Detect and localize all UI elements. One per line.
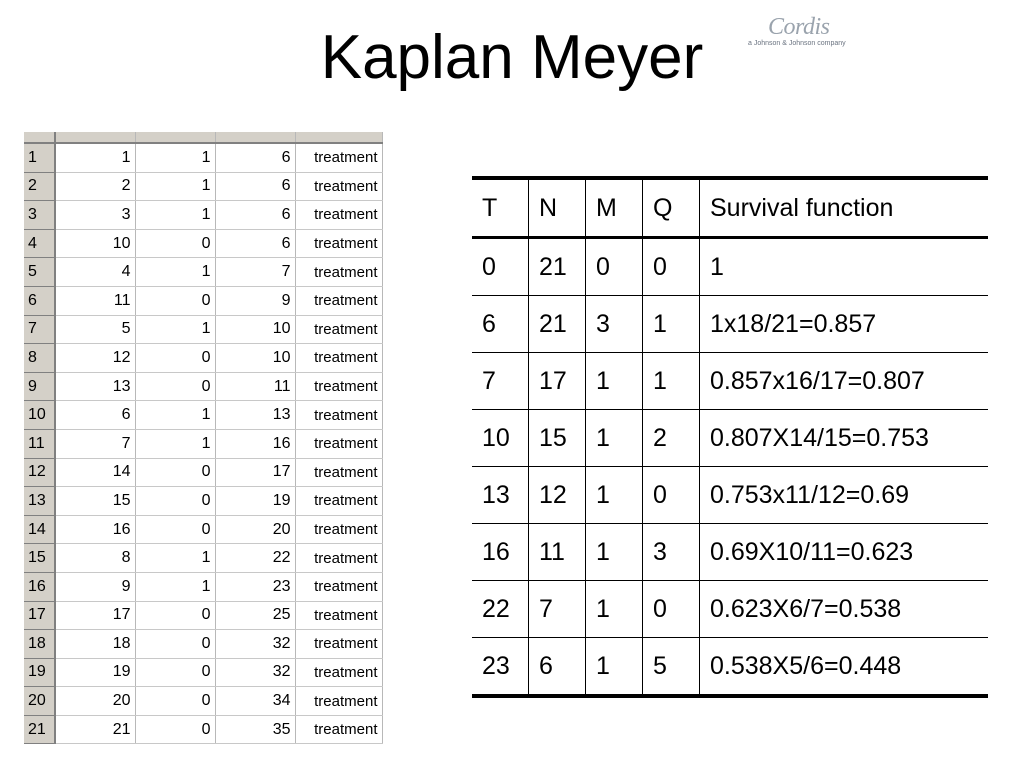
logo-brand: Cordis (768, 14, 830, 40)
km-cell: 0 (472, 238, 529, 296)
cell[interactable]: 6 (55, 401, 135, 430)
row-number[interactable]: 17 (24, 601, 55, 630)
cordis-logo (748, 14, 848, 54)
cell[interactable]: 12 (55, 344, 135, 373)
cell[interactable]: 0 (135, 630, 215, 659)
km-row (472, 467, 988, 524)
cell[interactable]: 0 (135, 372, 215, 401)
km-cell: 0 (586, 238, 643, 296)
cell[interactable]: treatment (295, 229, 382, 258)
row-number[interactable]: 16 (24, 572, 55, 601)
row-number[interactable]: 15 (24, 544, 55, 573)
spreadsheet-row (24, 515, 382, 544)
cell[interactable]: 23 (215, 572, 295, 601)
cell[interactable]: treatment (295, 487, 382, 516)
spreadsheet-row (24, 372, 382, 401)
km-cell: 0.69X10/11=0.623 (700, 524, 989, 581)
spreadsheet-row (24, 715, 382, 744)
km-cell: 1 (586, 353, 643, 410)
km-cell: 21 (529, 238, 586, 296)
km-cell: 6 (529, 638, 586, 697)
row-number[interactable]: 13 (24, 487, 55, 516)
cell[interactable]: 0 (135, 229, 215, 258)
cell[interactable]: 16 (55, 515, 135, 544)
row-number[interactable]: 10 (24, 401, 55, 430)
km-cell: 16 (472, 524, 529, 581)
row-number[interactable]: 5 (24, 258, 55, 287)
cell[interactable]: 3 (55, 201, 135, 230)
row-number[interactable]: 19 (24, 658, 55, 687)
cell[interactable]: treatment (295, 372, 382, 401)
cell[interactable]: treatment (295, 630, 382, 659)
cell[interactable]: 6 (215, 229, 295, 258)
km-cell: 7 (472, 353, 529, 410)
km-cell: 13 (472, 467, 529, 524)
cell[interactable]: 1 (135, 143, 215, 172)
header-t: T (472, 178, 529, 238)
spreadsheet-body (24, 132, 382, 744)
cell[interactable]: 25 (215, 601, 295, 630)
cell[interactable]: 15 (55, 487, 135, 516)
cell[interactable]: 10 (55, 229, 135, 258)
cell[interactable]: treatment (295, 572, 382, 601)
spreadsheet-row (24, 487, 382, 516)
cell[interactable]: treatment (295, 658, 382, 687)
spreadsheet-row (24, 401, 382, 430)
row-number[interactable]: 4 (24, 229, 55, 258)
cell[interactable]: treatment (295, 544, 382, 573)
km-cell: 7 (529, 581, 586, 638)
km-cell: 3 (643, 524, 700, 581)
cell[interactable]: treatment (295, 715, 382, 744)
km-cell: 1x18/21=0.857 (700, 296, 989, 353)
cell[interactable]: 2 (55, 172, 135, 201)
cell[interactable]: treatment (295, 515, 382, 544)
cell[interactable]: 34 (215, 687, 295, 716)
km-row (472, 410, 988, 467)
row-number[interactable]: 7 (24, 315, 55, 344)
km-header-row (472, 178, 988, 238)
cell[interactable]: 0 (135, 687, 215, 716)
cell[interactable]: 0 (135, 715, 215, 744)
km-row (472, 296, 988, 353)
row-number[interactable]: 11 (24, 429, 55, 458)
cell[interactable]: 1 (135, 401, 215, 430)
slide-title: Kaplan Meyer (320, 23, 704, 92)
cell[interactable]: treatment (295, 143, 382, 172)
km-cell: 12 (529, 467, 586, 524)
km-cell: 1 (643, 353, 700, 410)
header-q: Q (643, 178, 700, 238)
cell[interactable]: 16 (215, 429, 295, 458)
cell[interactable]: treatment (295, 258, 382, 287)
spreadsheet-row (24, 687, 382, 716)
cell[interactable]: 7 (55, 429, 135, 458)
spreadsheet-row (24, 286, 382, 315)
km-row (472, 238, 988, 296)
corner-cell[interactable] (24, 132, 55, 143)
km-cell: 21 (529, 296, 586, 353)
row-number[interactable]: 18 (24, 630, 55, 659)
cell[interactable]: 0 (135, 487, 215, 516)
km-row (472, 353, 988, 410)
cell[interactable]: 6 (215, 201, 295, 230)
cell[interactable]: 14 (55, 458, 135, 487)
row-number[interactable]: 8 (24, 344, 55, 373)
row-number[interactable]: 21 (24, 715, 55, 744)
row-number[interactable]: 6 (24, 286, 55, 315)
cell[interactable]: 11 (215, 372, 295, 401)
km-cell: 0.538X5/6=0.448 (700, 638, 989, 697)
cell[interactable]: 9 (55, 572, 135, 601)
column-header[interactable] (135, 132, 215, 143)
spreadsheet-row (24, 658, 382, 687)
cell[interactable]: 0 (135, 344, 215, 373)
cell[interactable]: 1 (55, 143, 135, 172)
cell[interactable]: 9 (215, 286, 295, 315)
cell[interactable]: 20 (55, 687, 135, 716)
cell[interactable]: 10 (215, 344, 295, 373)
spreadsheet-row (24, 344, 382, 373)
spreadsheet-row (24, 172, 382, 201)
cell[interactable]: treatment (295, 401, 382, 430)
cell[interactable]: 0 (135, 601, 215, 630)
cell[interactable]: treatment (295, 201, 382, 230)
cell[interactable]: 0 (135, 515, 215, 544)
cell[interactable]: 13 (215, 401, 295, 430)
header-m: M (586, 178, 643, 238)
cell[interactable]: 11 (55, 286, 135, 315)
cell[interactable]: 5 (55, 315, 135, 344)
cell[interactable]: 8 (55, 544, 135, 573)
km-cell: 0.753x11/12=0.69 (700, 467, 989, 524)
km-cell: 0 (643, 467, 700, 524)
kaplan-meier-table (472, 176, 988, 698)
logo-tagline: a Johnson & Johnson company (748, 40, 846, 47)
km-cell: 2 (643, 410, 700, 467)
spreadsheet-row (24, 572, 382, 601)
spreadsheet-row (24, 601, 382, 630)
cell[interactable]: 18 (55, 630, 135, 659)
cell[interactable]: 32 (215, 658, 295, 687)
spreadsheet-header-row (24, 132, 382, 143)
km-row (472, 581, 988, 638)
spreadsheet-row (24, 315, 382, 344)
cell[interactable]: 1 (135, 544, 215, 573)
cell[interactable]: 1 (135, 201, 215, 230)
km-cell: 1 (586, 581, 643, 638)
row-number[interactable]: 2 (24, 172, 55, 201)
km-cell: 6 (472, 296, 529, 353)
spreadsheet (24, 132, 416, 748)
cell[interactable]: 19 (215, 487, 295, 516)
cell[interactable]: treatment (295, 458, 382, 487)
cell[interactable]: 1 (135, 172, 215, 201)
km-cell: 23 (472, 638, 529, 697)
row-number[interactable]: 12 (24, 458, 55, 487)
cell[interactable]: 10 (215, 315, 295, 344)
km-row (472, 638, 988, 697)
column-header[interactable] (55, 132, 135, 143)
spreadsheet-row (24, 258, 382, 287)
spreadsheet-row (24, 201, 382, 230)
km-cell: 11 (529, 524, 586, 581)
km-cell: 1 (586, 524, 643, 581)
cell[interactable]: treatment (295, 286, 382, 315)
cell[interactable]: 0 (135, 286, 215, 315)
cell[interactable]: 17 (215, 458, 295, 487)
km-cell: 0.807X14/15=0.753 (700, 410, 989, 467)
km-cell: 17 (529, 353, 586, 410)
cell[interactable]: 17 (55, 601, 135, 630)
km-cell: 0 (643, 238, 700, 296)
km-cell: 1 (586, 467, 643, 524)
row-number[interactable]: 14 (24, 515, 55, 544)
km-cell: 10 (472, 410, 529, 467)
spreadsheet-row (24, 458, 382, 487)
km-cell: 5 (643, 638, 700, 697)
row-number[interactable]: 3 (24, 201, 55, 230)
cell[interactable]: 1 (135, 258, 215, 287)
header-n: N (529, 178, 586, 238)
spreadsheet-row (24, 544, 382, 573)
cell[interactable]: 1 (135, 429, 215, 458)
header-survival: Survival function (700, 178, 989, 238)
spreadsheet-row (24, 630, 382, 659)
cell[interactable]: treatment (295, 315, 382, 344)
cell[interactable]: 32 (215, 630, 295, 659)
cell[interactable]: 21 (55, 715, 135, 744)
row-number[interactable]: 1 (24, 143, 55, 172)
cell[interactable]: treatment (295, 344, 382, 373)
column-header[interactable] (295, 132, 382, 143)
cell[interactable]: 0 (135, 458, 215, 487)
cell[interactable]: 20 (215, 515, 295, 544)
cell[interactable]: 0 (135, 658, 215, 687)
cell[interactable]: treatment (295, 687, 382, 716)
km-cell: 0.623X6/7=0.538 (700, 581, 989, 638)
cell[interactable]: treatment (295, 172, 382, 201)
km-cell: 0 (643, 581, 700, 638)
km-cell: 1 (700, 238, 989, 296)
column-header[interactable] (215, 132, 295, 143)
cell[interactable]: 4 (55, 258, 135, 287)
cell[interactable]: treatment (295, 429, 382, 458)
spreadsheet-row (24, 229, 382, 258)
km-cell: 1 (586, 410, 643, 467)
km-cell: 0.857x16/17=0.807 (700, 353, 989, 410)
cell[interactable]: 7 (215, 258, 295, 287)
km-cell: 1 (586, 638, 643, 697)
cell[interactable]: 22 (215, 544, 295, 573)
km-cell: 3 (586, 296, 643, 353)
spreadsheet-row (24, 429, 382, 458)
km-cell: 1 (643, 296, 700, 353)
cell[interactable]: 19 (55, 658, 135, 687)
cell[interactable]: 13 (55, 372, 135, 401)
cell[interactable]: treatment (295, 601, 382, 630)
cell[interactable]: 1 (135, 572, 215, 601)
row-number[interactable]: 9 (24, 372, 55, 401)
cell[interactable]: 1 (135, 315, 215, 344)
spreadsheet-row (24, 143, 382, 172)
row-number[interactable]: 20 (24, 687, 55, 716)
cell[interactable]: 35 (215, 715, 295, 744)
cell[interactable]: 6 (215, 172, 295, 201)
km-cell: 22 (472, 581, 529, 638)
km-cell: 15 (529, 410, 586, 467)
cell[interactable]: 6 (215, 143, 295, 172)
km-row (472, 524, 988, 581)
